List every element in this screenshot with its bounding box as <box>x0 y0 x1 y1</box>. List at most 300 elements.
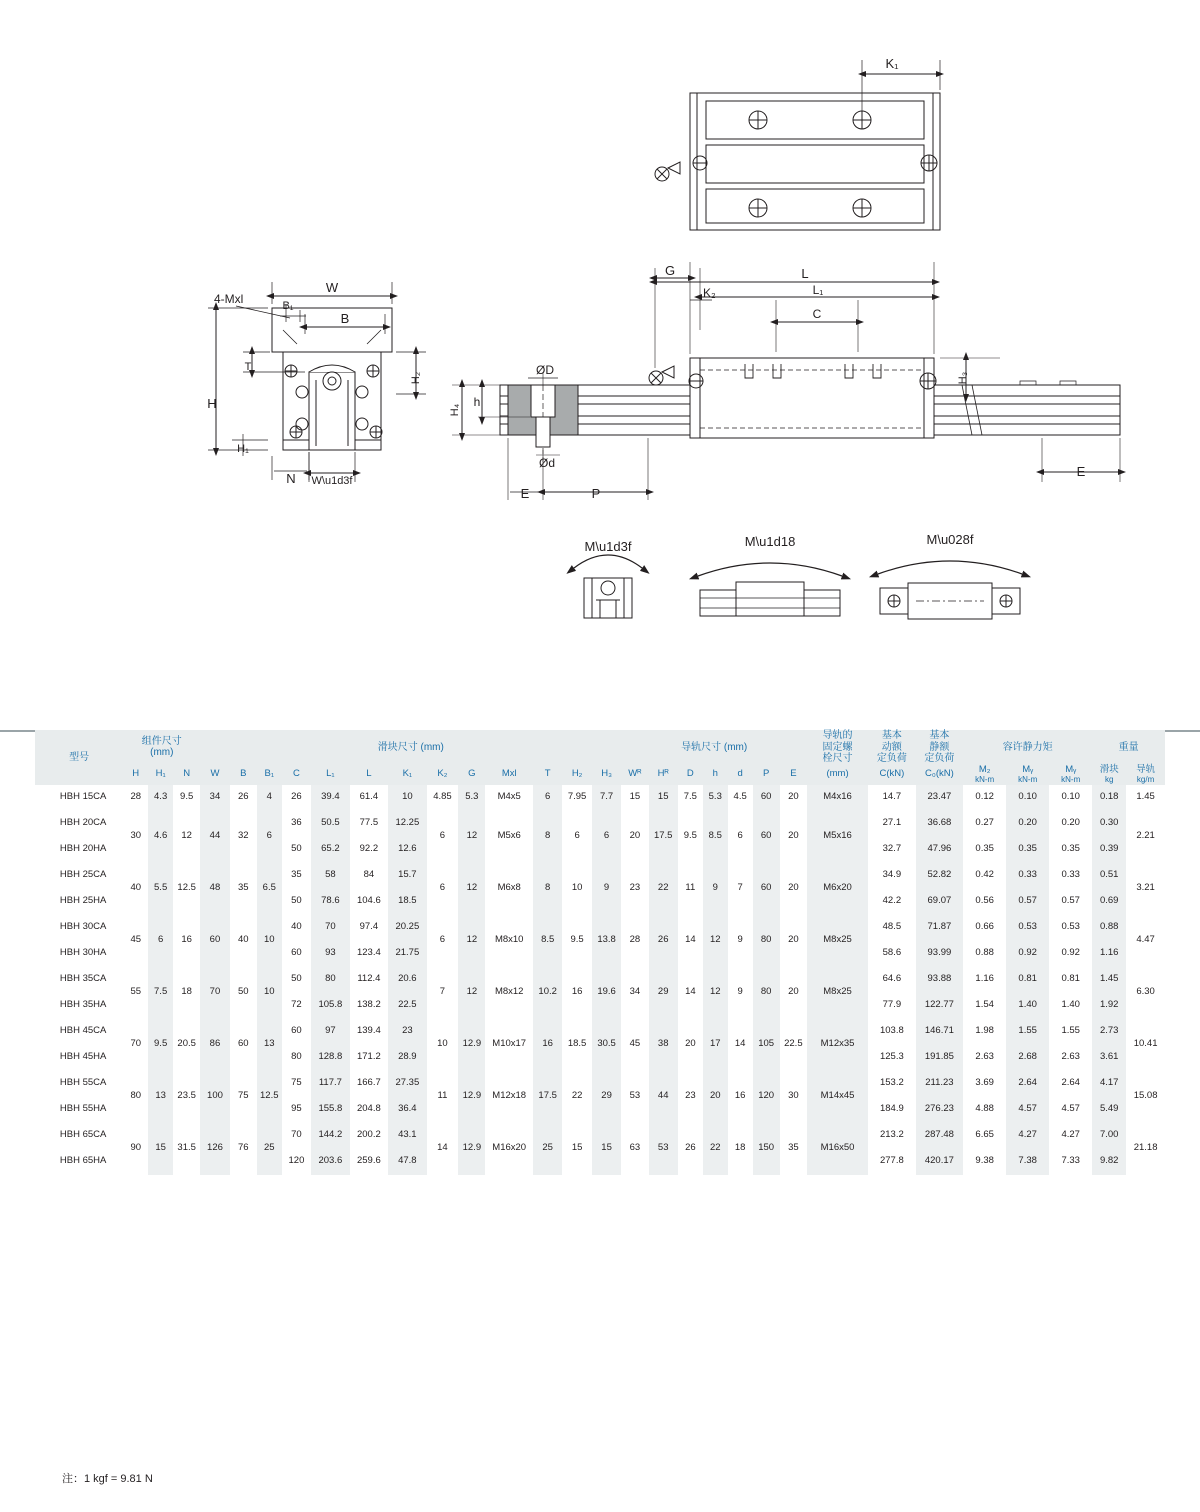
col-T: T <box>533 765 562 785</box>
row-model: HBH 65CA <box>35 1123 123 1149</box>
cell-My1: 0.57 <box>1006 889 1049 915</box>
cell-H2: 10 <box>562 863 591 915</box>
cell-P: 60 <box>753 811 780 863</box>
col-P: P <box>753 765 780 785</box>
cell-L: 112.4 <box>350 967 388 993</box>
cell-C0kn: 287.48 <box>916 1123 964 1149</box>
cell-C: 26 <box>282 785 311 811</box>
cell-H1: 13 <box>148 1071 173 1123</box>
cell-K1: 12.6 <box>388 837 426 863</box>
cell-H3: 6 <box>592 811 622 863</box>
table-row <box>35 863 1165 889</box>
cell-B: 60 <box>230 1019 257 1071</box>
cell-L1: 155.8 <box>311 1097 349 1123</box>
cell-D: 14 <box>678 915 703 967</box>
cell-Ckn: 14.7 <box>868 785 916 811</box>
cell-WR: 23 <box>621 863 648 915</box>
row-model: HBH 55CA <box>35 1071 123 1097</box>
header-bolt-line3: 栓尺寸 <box>822 753 853 764</box>
cell-bolt: M12x35 <box>807 1019 868 1071</box>
svg-text:H₂: H₂ <box>410 371 422 385</box>
header-assembly-line2: (mm) <box>150 747 174 759</box>
cell-wblock: 1.16 <box>1092 941 1126 967</box>
svg-text:H₁: H₁ <box>237 443 249 455</box>
cell-K2: 6 <box>427 811 459 863</box>
cell-C: 70 <box>282 1123 311 1149</box>
cell-B: 32 <box>230 811 257 863</box>
cell-wblock: 1.45 <box>1092 967 1126 993</box>
cell-Ckn: 58.6 <box>868 941 916 967</box>
cell-L: 204.8 <box>350 1097 388 1123</box>
svg-text:L₁: L₁ <box>812 283 824 297</box>
spec-table <box>35 730 1165 1175</box>
col-My1 <box>1006 765 1049 785</box>
col-Mz-unit: kN-m <box>975 775 995 785</box>
cell-L: 84 <box>350 863 388 889</box>
cell-B: 35 <box>230 863 257 915</box>
cell-My2: 0.57 <box>1049 889 1092 915</box>
cell-P: 60 <box>753 785 780 811</box>
cell-B: 50 <box>230 967 257 1019</box>
cell-wblock: 2.73 <box>1092 1019 1126 1045</box>
cell-My2: 0.20 <box>1049 811 1092 837</box>
col-G: G <box>458 765 485 785</box>
svg-text:B: B <box>340 311 350 326</box>
cell-H: 30 <box>123 811 148 863</box>
cell-N: 18 <box>173 967 200 1019</box>
cell-B1: 12.5 <box>257 1071 282 1123</box>
col-My2-unit: kN-m <box>1061 775 1081 785</box>
table-body <box>35 785 1165 1175</box>
cell-My2: 4.27 <box>1049 1123 1092 1149</box>
col-weight-rail <box>1126 765 1165 785</box>
cell-K1: 36.4 <box>388 1097 426 1123</box>
cell-B: 76 <box>230 1123 257 1175</box>
cell-K1: 12.25 <box>388 811 426 837</box>
cell-H3: 7.7 <box>592 785 622 811</box>
cell-E: 20 <box>780 785 807 811</box>
cell-K2: 6 <box>427 915 459 967</box>
col-B1: B₁ <box>257 765 282 785</box>
svg-text:K₁: K₁ <box>885 56 899 71</box>
header-bolt-line2: 固定螺 <box>822 741 853 753</box>
cell-My2: 0.53 <box>1049 915 1092 941</box>
header-bolt-line1: 导轨的 <box>822 730 853 741</box>
row-model: HBH 25CA <box>35 863 123 889</box>
cell-wblock: 5.49 <box>1092 1097 1126 1123</box>
cell-L: 200.2 <box>350 1123 388 1149</box>
header-static-line1: 基本 <box>929 730 950 741</box>
cell-My1: 2.68 <box>1006 1045 1049 1071</box>
technical-drawing-area <box>0 0 1200 720</box>
svg-text:E: E <box>520 486 530 501</box>
cell-G: 12.9 <box>458 1123 485 1175</box>
cell-My2: 1.40 <box>1049 993 1092 1019</box>
header-static-line2: 静额 <box>929 741 950 753</box>
cell-Mz: 0.56 <box>963 889 1006 915</box>
cell-W: 44 <box>200 811 229 863</box>
col-Mxl: Mxl <box>485 765 533 785</box>
cell-Mz: 0.27 <box>963 811 1006 837</box>
cell-HR: 44 <box>649 1071 678 1123</box>
col-C-kn: C(kN) <box>868 765 916 785</box>
cell-C: 60 <box>282 941 311 967</box>
col-N: N <box>173 765 200 785</box>
cell-L1: 58 <box>311 863 349 889</box>
cell-Ckn: 77.9 <box>868 993 916 1019</box>
cell-My2: 0.33 <box>1049 863 1092 889</box>
cell-d: 18 <box>728 1123 753 1175</box>
cell-D: 7.5 <box>678 785 703 811</box>
cell-wblock: 1.92 <box>1092 993 1126 1019</box>
cell-L1: 70 <box>311 915 349 941</box>
cell-WR: 34 <box>621 967 648 1019</box>
cell-Ckn: 42.2 <box>868 889 916 915</box>
cell-My1: 7.38 <box>1006 1149 1049 1175</box>
cell-wblock: 3.61 <box>1092 1045 1126 1071</box>
cell-Ckn: 125.3 <box>868 1045 916 1071</box>
svg-text:M\u1d18: M\u1d18 <box>744 534 796 549</box>
cell-wblock: 0.88 <box>1092 915 1126 941</box>
cell-L1: 80 <box>311 967 349 993</box>
cell-W: 60 <box>200 915 229 967</box>
cell-wrail: 6.30 <box>1126 967 1165 1019</box>
cell-D: 20 <box>678 1019 703 1071</box>
cell-N: 12 <box>173 811 200 863</box>
cell-wrail: 2.21 <box>1126 811 1165 863</box>
table-row <box>35 915 1165 941</box>
cell-C: 50 <box>282 967 311 993</box>
cell-H1: 4.3 <box>148 785 173 811</box>
table-row <box>35 967 1165 993</box>
cell-T: 25 <box>533 1123 562 1175</box>
header-weight: 重量 <box>1092 730 1165 765</box>
cell-B1: 25 <box>257 1123 282 1175</box>
cell-H: 55 <box>123 967 148 1019</box>
cell-d: 14 <box>728 1019 753 1071</box>
cell-N: 31.5 <box>173 1123 200 1175</box>
col-My1-unit: kN-m <box>1018 775 1038 785</box>
cell-h: 12 <box>703 915 728 967</box>
cell-D: 23 <box>678 1071 703 1123</box>
cell-wblock: 0.69 <box>1092 889 1126 915</box>
cell-C0kn: 276.23 <box>916 1097 964 1123</box>
cell-Ckn: 64.6 <box>868 967 916 993</box>
cell-Mz: 0.66 <box>963 915 1006 941</box>
cell-W: 86 <box>200 1019 229 1071</box>
cell-C0kn: 122.77 <box>916 993 964 1019</box>
col-W: W <box>200 765 229 785</box>
cell-D: 14 <box>678 967 703 1019</box>
col-L1: L₁ <box>311 765 349 785</box>
cell-E: 20 <box>780 915 807 967</box>
cell-C0kn: 71.87 <box>916 915 964 941</box>
col-Mz <box>963 765 1006 785</box>
cell-wblock: 0.30 <box>1092 811 1126 837</box>
cell-E: 35 <box>780 1123 807 1175</box>
cell-B1: 6 <box>257 811 282 863</box>
cell-Ckn: 34.9 <box>868 863 916 889</box>
header-assembly <box>123 730 200 765</box>
cell-My2: 1.55 <box>1049 1019 1092 1045</box>
cell-C0kn: 146.71 <box>916 1019 964 1045</box>
col-weight-rail-unit: kg/m <box>1136 775 1155 785</box>
cell-L1: 128.8 <box>311 1045 349 1071</box>
cell-G: 12 <box>458 915 485 967</box>
cell-My2: 0.35 <box>1049 837 1092 863</box>
table-row <box>35 1071 1165 1097</box>
cell-K1: 27.35 <box>388 1071 426 1097</box>
col-My1-sym: Mᵧ <box>1022 763 1034 775</box>
cell-My2: 7.33 <box>1049 1149 1092 1175</box>
cell-B1: 4 <box>257 785 282 811</box>
cell-W: 100 <box>200 1071 229 1123</box>
cell-H2: 18.5 <box>562 1019 591 1071</box>
cell-H: 70 <box>123 1019 148 1071</box>
cell-T: 10.2 <box>533 967 562 1019</box>
cell-My1: 0.53 <box>1006 915 1049 941</box>
cell-N: 20.5 <box>173 1019 200 1071</box>
cell-d: 7 <box>728 863 753 915</box>
cell-L1: 78.6 <box>311 889 349 915</box>
col-B: B <box>230 765 257 785</box>
col-weight-rail-sym: 导轨 <box>1136 763 1156 775</box>
svg-text:W\u1d3f: W\u1d3f <box>311 475 353 487</box>
linear-guide-drawing <box>0 0 1200 720</box>
cell-W: 48 <box>200 863 229 915</box>
cell-C: 50 <box>282 837 311 863</box>
svg-text:W: W <box>325 280 339 295</box>
cell-wblock: 9.82 <box>1092 1149 1126 1175</box>
cell-wblock: 0.18 <box>1092 785 1126 811</box>
header-dynamic-line3: 定负荷 <box>876 753 907 764</box>
cell-Mxl: M8x12 <box>485 967 533 1019</box>
col-D: D <box>678 765 703 785</box>
row-model: HBH 45CA <box>35 1019 123 1045</box>
svg-text:Ød: Ød <box>538 456 556 470</box>
cell-G: 12.9 <box>458 1019 485 1071</box>
cell-H1: 15 <box>148 1123 173 1175</box>
cell-H1: 6 <box>148 915 173 967</box>
cell-My2: 2.63 <box>1049 1045 1092 1071</box>
col-bolt-unit: (mm) <box>807 765 868 785</box>
cell-Ckn: 27.1 <box>868 811 916 837</box>
cell-Mxl: M6x8 <box>485 863 533 915</box>
row-model: HBH 65HA <box>35 1149 123 1175</box>
cell-h: 8.5 <box>703 811 728 863</box>
cell-G: 12.9 <box>458 1071 485 1123</box>
cell-My2: 0.92 <box>1049 941 1092 967</box>
table-subheader-row <box>35 765 1165 785</box>
col-weight-block-unit: kg <box>1104 775 1114 785</box>
cell-K2: 7 <box>427 967 459 1019</box>
cell-E: 20 <box>780 863 807 915</box>
cell-L1: 203.6 <box>311 1149 349 1175</box>
row-model: HBH 35HA <box>35 993 123 1019</box>
cell-C: 40 <box>282 915 311 941</box>
cell-My2: 4.57 <box>1049 1097 1092 1123</box>
cell-h: 17 <box>703 1019 728 1071</box>
svg-text:P: P <box>591 486 601 501</box>
cell-WR: 28 <box>621 915 648 967</box>
cell-My1: 0.81 <box>1006 967 1049 993</box>
cell-wrail: 21.18 <box>1126 1123 1165 1175</box>
cell-H2: 7.95 <box>562 785 591 811</box>
row-model: HBH 20CA <box>35 811 123 837</box>
cell-My1: 1.55 <box>1006 1019 1049 1045</box>
col-My2-sym: Mᵧ <box>1065 763 1077 775</box>
cell-C0kn: 23.47 <box>916 785 964 811</box>
table-row <box>35 785 1165 811</box>
cell-K1: 20.25 <box>388 915 426 941</box>
cell-Ckn: 184.9 <box>868 1097 916 1123</box>
cell-h: 9 <box>703 863 728 915</box>
cell-P: 60 <box>753 863 780 915</box>
cell-L1: 144.2 <box>311 1123 349 1149</box>
cell-d: 9 <box>728 967 753 1019</box>
cell-d: 9 <box>728 915 753 967</box>
cell-C0kn: 36.68 <box>916 811 964 837</box>
cell-P: 150 <box>753 1123 780 1175</box>
cell-H1: 7.5 <box>148 967 173 1019</box>
cell-P: 105 <box>753 1019 780 1071</box>
cell-K1: 28.9 <box>388 1045 426 1071</box>
svg-text:G: G <box>664 263 676 278</box>
cell-T: 17.5 <box>533 1071 562 1123</box>
svg-text:M\u028f: M\u028f <box>926 532 974 547</box>
cell-H: 80 <box>123 1071 148 1123</box>
cell-P: 80 <box>753 915 780 967</box>
row-model: HBH 30HA <box>35 941 123 967</box>
cell-bolt: M14x45 <box>807 1071 868 1123</box>
header-moment: 容许静力矩 <box>963 730 1092 765</box>
cell-K2: 6 <box>427 863 459 915</box>
cell-bolt: M6x20 <box>807 863 868 915</box>
cell-L: 61.4 <box>350 785 388 811</box>
cell-K1: 10 <box>388 785 426 811</box>
cell-Mxl: M4x5 <box>485 785 533 811</box>
cell-C: 95 <box>282 1097 311 1123</box>
cell-K1: 22.5 <box>388 993 426 1019</box>
cell-HR: 26 <box>649 915 678 967</box>
cell-H: 40 <box>123 863 148 915</box>
cell-N: 16 <box>173 915 200 967</box>
row-model: HBH 15CA <box>35 785 123 811</box>
col-d: d <box>728 765 753 785</box>
svg-text:h: h <box>473 395 481 409</box>
cell-d: 16 <box>728 1071 753 1123</box>
cell-Mxl: M16x20 <box>485 1123 533 1175</box>
cell-My2: 2.64 <box>1049 1071 1092 1097</box>
col-weight-block <box>1092 765 1126 785</box>
cell-Mz: 9.38 <box>963 1149 1006 1175</box>
cell-H2: 6 <box>562 811 591 863</box>
cell-P: 80 <box>753 967 780 1019</box>
cell-wblock: 0.39 <box>1092 837 1126 863</box>
cell-H3: 9 <box>592 863 622 915</box>
cell-H: 90 <box>123 1123 148 1175</box>
svg-text:L: L <box>801 266 809 281</box>
cell-E: 20 <box>780 967 807 1019</box>
cell-H1: 4.6 <box>148 811 173 863</box>
svg-text:H₃: H₃ <box>957 371 969 385</box>
cell-K1: 20.6 <box>388 967 426 993</box>
cell-B: 26 <box>230 785 257 811</box>
svg-text:B₁: B₁ <box>282 300 294 312</box>
cell-L1: 65.2 <box>311 837 349 863</box>
header-static-line3: 定负荷 <box>924 753 955 764</box>
cell-T: 16 <box>533 1019 562 1071</box>
cell-B1: 6.5 <box>257 863 282 915</box>
svg-text:ØD: ØD <box>536 363 554 377</box>
cell-G: 12 <box>458 811 485 863</box>
cell-B1: 13 <box>257 1019 282 1071</box>
cell-L: 97.4 <box>350 915 388 941</box>
cell-Ckn: 213.2 <box>868 1123 916 1149</box>
cell-Mz: 6.65 <box>963 1123 1006 1149</box>
cell-H3: 30.5 <box>592 1019 622 1071</box>
cell-H2: 15 <box>562 1123 591 1175</box>
cell-HR: 22 <box>649 863 678 915</box>
cell-wblock: 0.51 <box>1092 863 1126 889</box>
cell-HR: 29 <box>649 967 678 1019</box>
cell-E: 22.5 <box>780 1019 807 1071</box>
cell-E: 30 <box>780 1071 807 1123</box>
cell-L1: 39.4 <box>311 785 349 811</box>
cell-K1: 47.8 <box>388 1149 426 1175</box>
cell-My1: 0.33 <box>1006 863 1049 889</box>
cell-HR: 15 <box>649 785 678 811</box>
cell-K1: 15.7 <box>388 863 426 889</box>
col-H3: H₃ <box>592 765 622 785</box>
cell-L: 171.2 <box>350 1045 388 1071</box>
svg-text:E: E <box>1076 464 1086 479</box>
cell-D: 26 <box>678 1123 703 1175</box>
cell-Mz: 2.63 <box>963 1045 1006 1071</box>
cell-K2: 4.85 <box>427 785 459 811</box>
cell-K1: 43.1 <box>388 1123 426 1149</box>
cell-L: 139.4 <box>350 1019 388 1045</box>
cell-wrail: 4.47 <box>1126 915 1165 967</box>
cell-W: 34 <box>200 785 229 811</box>
cell-W: 126 <box>200 1123 229 1175</box>
cell-Mz: 0.88 <box>963 941 1006 967</box>
cell-L: 138.2 <box>350 993 388 1019</box>
cell-Mz: 3.69 <box>963 1071 1006 1097</box>
cell-WR: 63 <box>621 1123 648 1175</box>
cell-H2: 16 <box>562 967 591 1019</box>
cell-T: 8 <box>533 811 562 863</box>
row-model: HBH 30CA <box>35 915 123 941</box>
cell-Mz: 0.35 <box>963 837 1006 863</box>
cell-L: 166.7 <box>350 1071 388 1097</box>
header-block-dims: 滑块尺寸 (mm) <box>200 730 621 765</box>
cell-My1: 0.35 <box>1006 837 1049 863</box>
col-H2: H₂ <box>562 765 591 785</box>
col-H1: H₁ <box>148 765 173 785</box>
cell-My1: 4.57 <box>1006 1097 1049 1123</box>
cell-C: 72 <box>282 993 311 1019</box>
cell-C0kn: 191.85 <box>916 1045 964 1071</box>
cell-H3: 13.8 <box>592 915 622 967</box>
cell-Mxl: M8x10 <box>485 915 533 967</box>
table-row <box>35 1123 1165 1149</box>
col-HR: Hᴿ <box>649 765 678 785</box>
cell-wrail: 3.21 <box>1126 863 1165 915</box>
cell-H: 28 <box>123 785 148 811</box>
cell-My1: 0.10 <box>1006 785 1049 811</box>
cell-bolt: M5x16 <box>807 811 868 863</box>
